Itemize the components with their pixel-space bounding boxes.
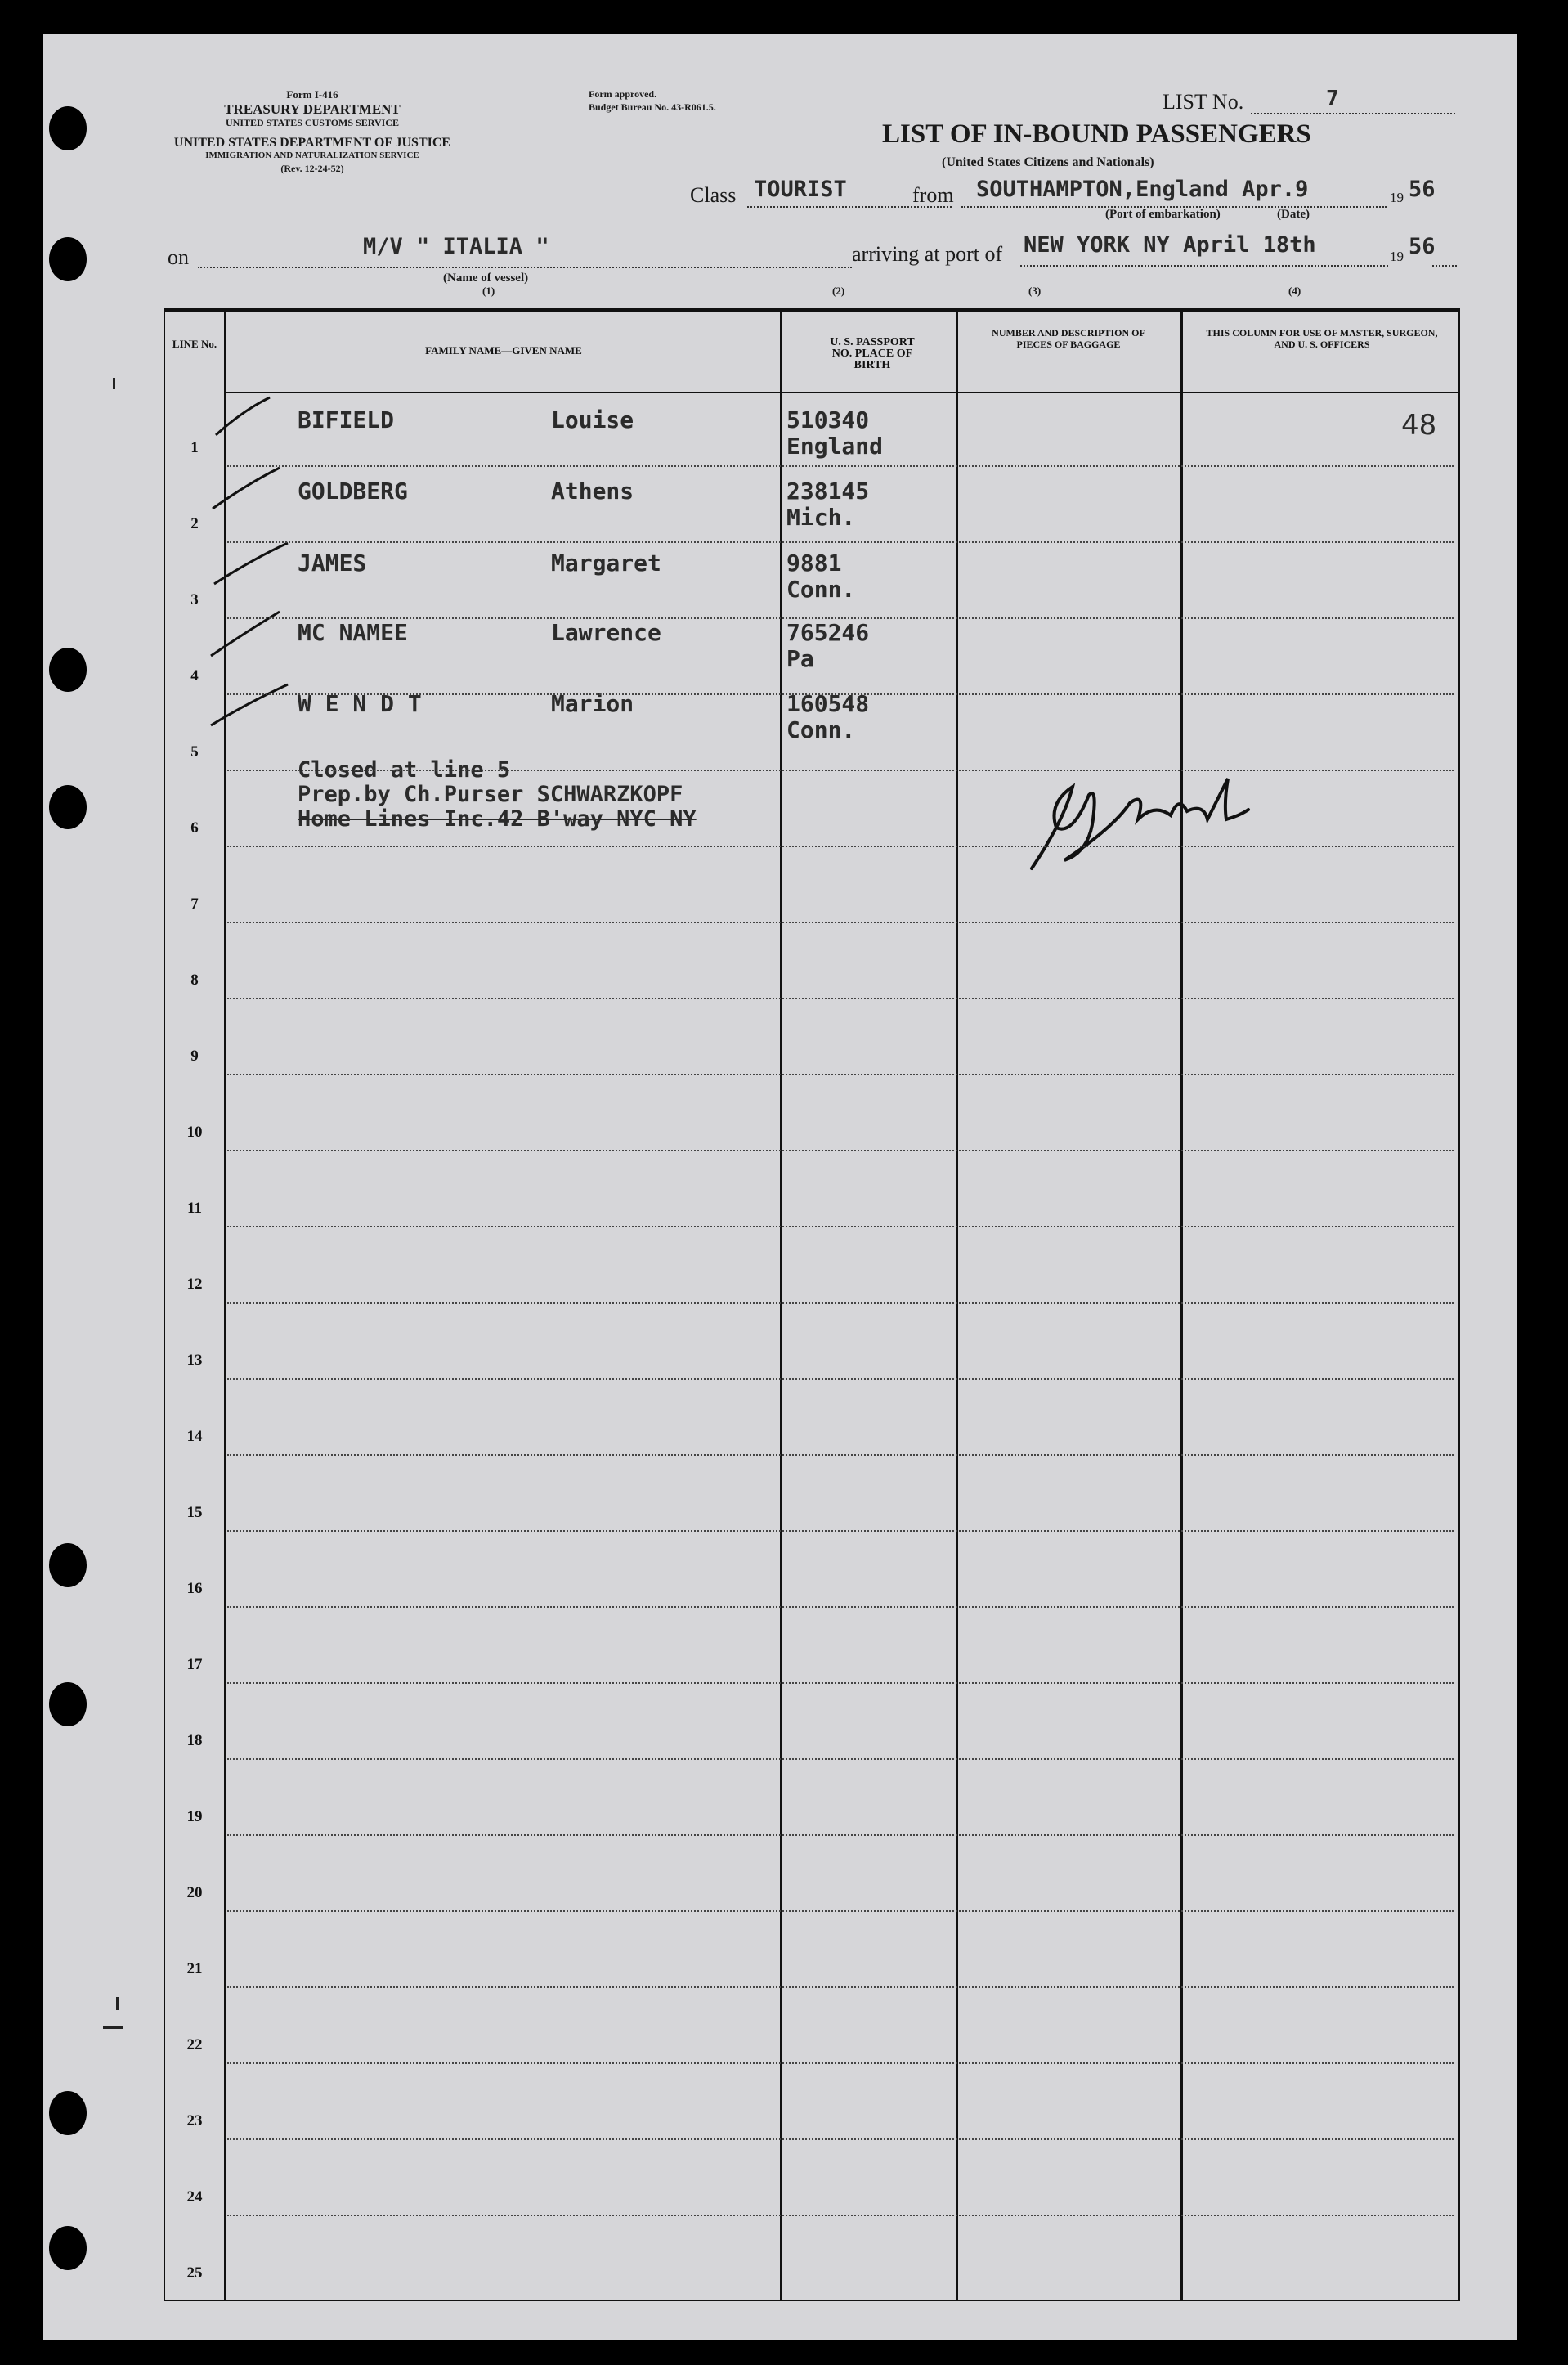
row-divider (227, 1226, 1454, 1227)
header-passport: U. S. PASSPORT NO. PLACE OF BIRTH (830, 336, 915, 371)
place-of-birth: Mich. (786, 504, 856, 531)
row-divider (227, 1150, 1454, 1151)
budget-bureau: Budget Bureau No. 43-R061.5. (589, 101, 716, 113)
given-name: Lawrence (551, 619, 661, 646)
row-divider (227, 1454, 1454, 1456)
given-name: Marion (551, 690, 634, 717)
row-divider (227, 2138, 1454, 2140)
checkmark-icon (214, 543, 288, 584)
line-number: 23 (186, 2112, 203, 2129)
preparer-note: Prep.by Ch.Purser SCHWARZKOPF (298, 782, 683, 807)
year-prefix: 19 (1390, 249, 1404, 264)
header-name: FAMILY NAME—GIVEN NAME (425, 344, 582, 357)
line-number: 24 (186, 2188, 203, 2206)
line-number: 17 (186, 1656, 203, 1673)
row-divider (227, 2215, 1454, 2216)
punch-hole (49, 785, 87, 829)
line-number: 21 (186, 1960, 203, 1977)
closing-note: Closed at line 5 (298, 757, 511, 783)
line-number: 7 (190, 895, 199, 913)
punch-hole (49, 648, 87, 692)
document-title: LIST OF IN-BOUND PASSENGERS (882, 119, 1311, 149)
row-divider (227, 541, 1454, 543)
dept-customs: UNITED STATES CUSTOMS SERVICE (226, 117, 399, 128)
from-label: from (912, 183, 954, 207)
row-divider (227, 2062, 1454, 2064)
place-of-birth: England (786, 433, 884, 460)
line-number: 16 (186, 1580, 203, 1597)
line-number: 8 (190, 972, 199, 989)
year-value: 56 (1409, 177, 1436, 202)
on-label: on (168, 245, 189, 269)
punch-hole (49, 1682, 87, 1726)
passport-number: 9881 (786, 550, 842, 577)
checkmark-icon (213, 468, 280, 509)
revision-date: (Rev. 12-24-52) (280, 163, 344, 174)
punch-hole (49, 2226, 87, 2270)
vessel-caption: (Name of vessel) (443, 272, 529, 285)
passport-number: 238145 (786, 478, 870, 505)
line-number: 6 (190, 819, 199, 837)
row-divider (227, 1530, 1454, 1532)
row-divider (227, 1378, 1454, 1380)
row-divider (227, 846, 1454, 847)
row-divider (227, 465, 1454, 467)
arrival-port-value: NEW YORK NY April 18th (1024, 232, 1316, 258)
family-name: MC NAMEE (298, 619, 408, 646)
punch-hole (49, 2091, 87, 2135)
form-approved: Form approved. (589, 88, 657, 100)
date-caption: (Date) (1277, 208, 1310, 221)
family-name: W E N D T (298, 690, 422, 717)
vessel-name: M/V " ITALIA " (363, 234, 549, 259)
line-number: 12 (186, 1276, 203, 1293)
class-label: Class (690, 183, 737, 207)
form-number: Form I-416 (286, 88, 338, 101)
row-divider (227, 1758, 1454, 1760)
line-number: 13 (186, 1352, 203, 1369)
line-number: 20 (186, 1884, 203, 1901)
place-of-birth: Pa (786, 645, 814, 672)
punch-hole (49, 1543, 87, 1587)
line-number: 22 (186, 2036, 203, 2053)
family-name: GOLDBERG (298, 478, 408, 505)
row-divider (227, 1834, 1454, 1836)
header-line-no: LINE No. (172, 338, 217, 350)
line-number: 14 (186, 1428, 203, 1445)
line-number: 19 (186, 1808, 203, 1825)
officer-signature (1015, 770, 1277, 885)
punch-hole (49, 106, 87, 150)
passenger-table (164, 308, 1460, 2301)
row-divider (227, 1074, 1454, 1075)
dept-immigration: IMMIGRATION AND NATURALIZATION SERVICE (205, 150, 419, 160)
line-number: 3 (190, 591, 199, 608)
row-divider (227, 693, 1454, 695)
passport-number: 765246 (786, 619, 870, 646)
checkmark-icon (216, 397, 270, 435)
row-divider (227, 1986, 1454, 1988)
row-divider (227, 1910, 1454, 1912)
row-divider (227, 1302, 1454, 1304)
row-divider (227, 1682, 1454, 1684)
checkmark-icon (211, 684, 288, 725)
row-divider (227, 770, 1454, 771)
document-page (43, 34, 1517, 2340)
company-note: Home Lines Inc.42 B'way NYC NY (298, 806, 697, 832)
line-number: 15 (186, 1504, 203, 1521)
passport-number: 510340 (786, 406, 870, 433)
row-divider (227, 617, 1454, 619)
column-ref-3: (3) (1028, 285, 1042, 297)
year-value: 56 (1409, 234, 1436, 259)
row-divider (227, 922, 1454, 923)
line-number: 2 (190, 515, 199, 532)
header-baggage: NUMBER AND DESCRIPTION OF PIECES OF BAGGAGE (992, 327, 1145, 350)
embarkation-value: SOUTHAMPTON,England Apr.9 (976, 177, 1309, 202)
column-ref-1: (1) (482, 285, 495, 297)
list-label: LIST No. (1163, 90, 1244, 114)
line-number: 4 (190, 667, 199, 684)
column-ref-4: (4) (1288, 285, 1301, 297)
dept-justice: UNITED STATES DEPARTMENT OF JUSTICE (173, 136, 451, 150)
line-number: 1 (190, 439, 199, 456)
line-number: 18 (186, 1732, 203, 1749)
line-number: 25 (186, 2264, 203, 2282)
column-ref-2: (2) (832, 285, 845, 297)
class-value: TOURIST (754, 177, 847, 202)
place-of-birth: Conn. (786, 716, 856, 743)
given-name: Louise (551, 406, 634, 433)
family-name: JAMES (298, 550, 367, 577)
officer-note: 48 (1401, 409, 1437, 442)
year-prefix: 19 (1390, 190, 1404, 205)
given-name: Athens (551, 478, 634, 505)
dept-treasury: TREASURY DEPARTMENT (224, 101, 401, 117)
punch-hole (49, 237, 87, 281)
family-name: BIFIELD (298, 406, 395, 433)
document-subtitle: (United States Citizens and Nationals) (942, 155, 1154, 169)
row-divider (227, 1606, 1454, 1608)
list-number: 7 (1326, 87, 1339, 111)
passport-number: 160548 (786, 690, 870, 717)
header-officers: THIS COLUMN FOR USE OF MASTER, SURGEON, AND U. S. OFFICERS (1206, 327, 1438, 350)
line-number: 9 (190, 1048, 199, 1065)
given-name: Margaret (551, 550, 661, 577)
place-of-birth: Conn. (786, 576, 856, 603)
row-divider (227, 998, 1454, 999)
line-number: 11 (187, 1200, 202, 1217)
line-number: 5 (190, 743, 199, 761)
line-number: 10 (186, 1124, 203, 1141)
arriving-label: arriving at port of (852, 242, 1003, 266)
port-embarkation-caption: (Port of embarkation) (1105, 208, 1221, 221)
